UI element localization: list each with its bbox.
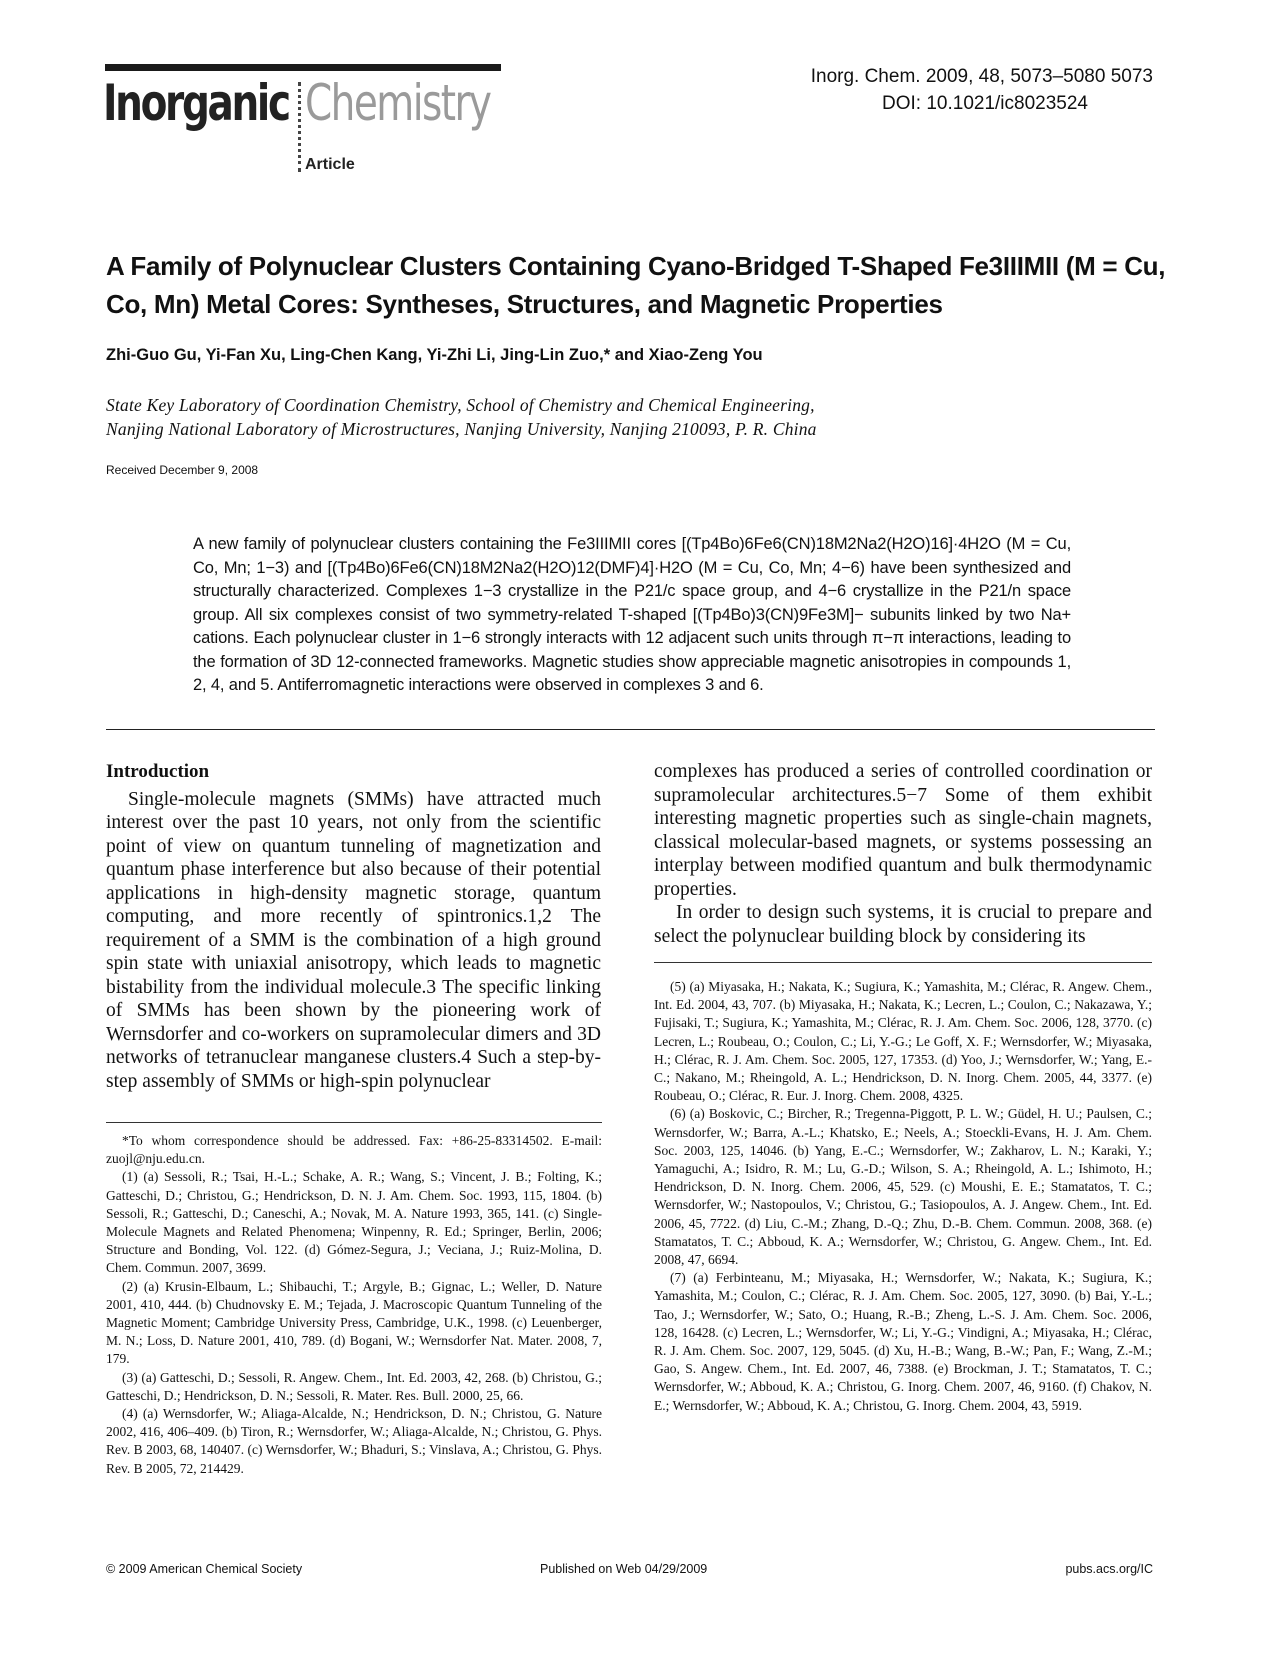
intro-paragraph-1: Single-molecule magnets (SMMs) have attracted much interest over the past 10 years, not only from the scientific point of view on quantum tunneling of magnetization and quantum phase interference but also because of their potential applications in high-density magnetic storage, quantum computing, and more recently of spintronics.1,2 The requirement of a SMM is the combination of a high ground spin state with uniaxial anisotropy, which leads to magnetic bistability from the individual molecule.3 The specific linking of SMMs has been shown by the pioneering work of Wernsdorfer and co-workers on supramolecular dimers and 3D networks of tetranuclear manganese clusters.4 Such a step-by-step assembly of SMMs or high-spin polynuclear <box>106 788 601 1092</box>
intro-paragraph-2: In order to design such systems, it is crucial to prepare and select the polynuclear building block by considering its <box>654 902 1152 947</box>
footnote-rule-right <box>654 962 1152 963</box>
journal-logo-inorganic: Inorganic <box>103 74 289 132</box>
journal-logo-chemistry: Chemistry <box>305 74 491 132</box>
section-rule <box>106 729 1155 730</box>
doi-line: DOI: 10.1021/ic8023524 <box>882 93 1088 114</box>
footnotes-left <box>106 1132 602 1478</box>
correspondence-note: *To whom correspondence should be addressed. Fax: +86-25-83314502. E-mail: zuojl@nju.edu.cn. <box>106 1133 602 1167</box>
received-date: Received December 9, 2008 <box>106 463 259 477</box>
citation-line: Inorg. Chem. 2009, 48, 5073–5080 5073 <box>810 66 1153 87</box>
footer-copyright: © 2009 American Chemical Society <box>106 1562 303 1576</box>
footer-published-date: Published on Web 04/29/2009 <box>540 1562 708 1576</box>
reference-2: (2) (a) Krusin-Elbaum, L.; Shibauchi, T.; Argyle, B.; Gignac, L.; Weller, D. Nature 2001, 410, 444. (b) Chudnovsky E. M.; Tejada, J. Macroscopic Quantum Tunneling of the Magnetic Moment; Cambridge University Press, Cambridge, U.K., 1998. (c) Leuenberger, M. N.; Loss, D. Nature 2001, 410, 789. (d) Bogani, W.; Wernsdorfer Nat. Mater. 2008, 7, 179. <box>106 1278 602 1367</box>
author-list: Zhi-Guo Gu, Yi-Fan Xu, Ling-Chen Kang, Yi-Zhi Li, Jing-Lin Zuo,* and Xiao-Zeng You <box>106 346 763 364</box>
intro-paragraph-1-continued: complexes has produced a series of controlled coordination or supramolecular architectures.5−7 Some of them exhibit interesting magnetic properties such as single-chain magnets, classical molecular-based magnets, or systems possessing an interplay between modified quantum and bulk thermodynamic properties. <box>654 761 1152 900</box>
section-label: Article <box>305 156 355 173</box>
reference-7: (7) (a) Ferbinteanu, M.; Miyasaka, H.; Wernsdorfer, W.; Nakata, K.; Sugiura, K.; Yamashita, M.; Coulon, C.; Clérac, R. J. Am. Chem. Soc. 2005, 127, 3090. (b) Bai, Y.-L.; Tao, J.; Wernsdorfer, W.; Sato, O.; Huang, R.-B.; Zheng, L.-S. J. Am. Chem. Soc. 2006, 128, 16428. (c) Lecren, L.; Wernsdorfer, W.; Li, Y.-G.; Vindigni, A.; Miyasaka, H.; Clérac, R. J. Am. Chem. Soc. 2007, 129, 5045. (d) Xu, H.-B.; Wang, B.-W.; Pan, F.; Wang, Z.-M.; Gao, S. Angew. Chem., Int. Ed. 2007, 46, 7388. (e) Brockman, J. T.; Stamatatos, T. C.; Wernsdorfer, W.; Abboud, K. A.; Christou, G. Inorg. Chem. 2007, 46, 9160. (f) Chakov, N. E.; Wernsdorfer, W.; Abboud, K. A.; Christou, G. Inorg. Chem. 2004, 43, 5919. <box>654 1270 1152 1413</box>
reference-4: (4) (a) Wernsdorfer, W.; Aliaga-Alcalde, N.; Hendrickson, D. N.; Christou, G. Nature 2002, 416, 406–409. (b) Tiron, R.; Wernsdorfer, W.; Aliaga-Alcalde, N.; Christou, G. Phys. Rev. B 2003, 68, 140407. (c) Wernsdorfer, W.; Bhaduri, S.; Vinslava, A.; Christou, G. Phys. Rev. B 2005, 72, 214429. <box>106 1406 602 1476</box>
body-column-left <box>106 760 601 1093</box>
footer-journal-url[interactable]: pubs.acs.org/IC <box>1065 1562 1153 1576</box>
reference-5: (5) (a) Miyasaka, H.; Nakata, K.; Sugiura, K.; Yamashita, M.; Clérac, R. Angew. Chem., Int. Ed. 2004, 43, 707. (b) Miyasaka, H.; Nakata, K.; Lecren, L.; Coulon, C.; Nakazawa, Y.; Fujisaki, T.; Sugiura, K.; Yamashita, M.; Clérac, R. J. Am. Chem. Soc. 2006, 128, 3770. (c) Lecren, L.; Roubeau, O.; Coulon, C.; Li, Y.-G.; Le Goff, X. F.; Wernsdorfer, W.; Miyasaka, H.; Clérac, R. J. Am. Chem. Soc. 2005, 127, 17353. (d) Yoo, J.; Wernsdorfer, W.; Yang, E.-C.; Nakano, M.; Rheingold, A. L.; Hendrickson, D. N. Inorg. Chem. 2005, 44, 3377. (e) Roubeau, O.; Clérac, R. Eur. J. Inorg. Chem. 2008, 4325. <box>654 979 1152 1104</box>
affiliation <box>106 393 817 441</box>
introduction-heading: Introduction <box>106 761 210 782</box>
body-column-right <box>654 760 1152 948</box>
affiliation-line-2: Nanjing National Laboratory of Microstructures, Nanjing University, Nanjing 210093, P. R. China <box>106 419 817 439</box>
journal-logo-separator <box>298 82 304 172</box>
reference-1: (1) (a) Sessoli, R.; Tsai, H.-L.; Schake, A. R.; Wang, S.; Vincent, J. B.; Folting, K.; Gatteschi, D.; Christou, G.; Hendrickson, D. N. J. Am. Chem. Soc. 1993, 115, 1804. (b) Sessoli, R.; Gatteschi, D.; Caneschi, A.; Novak, M. A. Nature 1993, 365, 141. (c) Single-Molecule Magnets and Related Phenomena; Winpenny, R. Ed.; Springer, Berlin, 2006; Structure and Bonding, Vol. 122. (d) Gómez-Segura, J.; Veciana, J.; Ruiz-Molina, D. Chem. Commun. 2007, 3699. <box>106 1169 602 1276</box>
affiliation-line-1: State Key Laboratory of Coordination Chemistry, School of Chemistry and Chemical Engineering, <box>106 395 815 415</box>
footnotes-right <box>654 978 1152 1415</box>
reference-3: (3) (a) Gatteschi, D.; Sessoli, R. Angew. Chem., Int. Ed. 2003, 42, 268. (b) Christou, G.; Gatteschi, D.; Hendrickson, D. N.; Sessoli, R. Mater. Res. Bull. 2000, 25, 66. <box>106 1369 602 1403</box>
abstract-text: A new family of polynuclear clusters containing the Fe3IIIMII cores [(Tp4Bo)6Fe6(CN)18M2Na2(H2O)16]·4H2O (M = Cu, Co, Mn; 1−3) and [(Tp4Bo)6Fe6(CN)18M2Na2(H2O)12(DMF)4]·H2O (M = Cu, Co, Mn; 4−6) have been synthesized and structurally characterized. Complexes 1−3 crystallize in the P21/c space group, and 4−6 crystallize in the P21/n space group. All six complexes consist of two symmetry-related T-shaped [(Tp4Bo)3(CN)9Fe3M]− subunits linked by two Na+ cations. Each polynuclear cluster in 1−6 strongly interacts with 12 adjacent such units through π−π interactions, leading to the formation of 3D 12-connected frameworks. Magnetic studies show appreciable magnetic anisotropies in compounds 1, 2, 4, and 5. Antiferromagnetic interactions were observed in complexes 3 and 6. <box>193 535 1071 694</box>
footnote-rule-left <box>106 1122 602 1123</box>
journal-logo-bar <box>105 64 501 71</box>
article-title: A Family of Polynuclear Clusters Containing Cyano-Bridged T-Shaped Fe3IIIMII (M = Cu, Co, Mn) Metal Cores: Syntheses, Structures, and Magnetic Properties <box>106 251 1166 319</box>
abstract <box>193 533 1071 698</box>
reference-6: (6) (a) Boskovic, C.; Bircher, R.; Tregenna-Piggott, P. L. W.; Güdel, H. U.; Paulsen, C.; Wernsdorfer, W.; Barra, A.-L.; Khatsko, E.; Neels, A.; Stoeckli-Evans, H. J. Am. Chem. Soc. 2003, 125, 14046. (b) Yang, E.-C.; Wernsdorfer, W.; Zakharov, L. N.; Karaki, Y.; Yamaguchi, A.; Isidro, R. M.; Lu, G.-D.; Wilson, S. A.; Rheingold, A. L.; Ishimoto, H.; Hendrickson, D. N. Inorg. Chem. 2006, 45, 529. (c) Moushi, E. E.; Stamatatos, T. C.; Wernsdorfer, W.; Nastopoulos, V.; Christou, G.; Tasiopoulos, A. J. Angew. Chem., Int. Ed. 2006, 45, 7722. (d) Liu, C.-M.; Zhang, D.-Q.; Zhu, D.-B. Chem. Commun. 2008, 368. (e) Stamatatos, T. C.; Abboud, K. A.; Wernsdorfer, W.; Christou, G. Angew. Chem., Int. Ed. 2008, 47, 6694. <box>654 1106 1152 1268</box>
